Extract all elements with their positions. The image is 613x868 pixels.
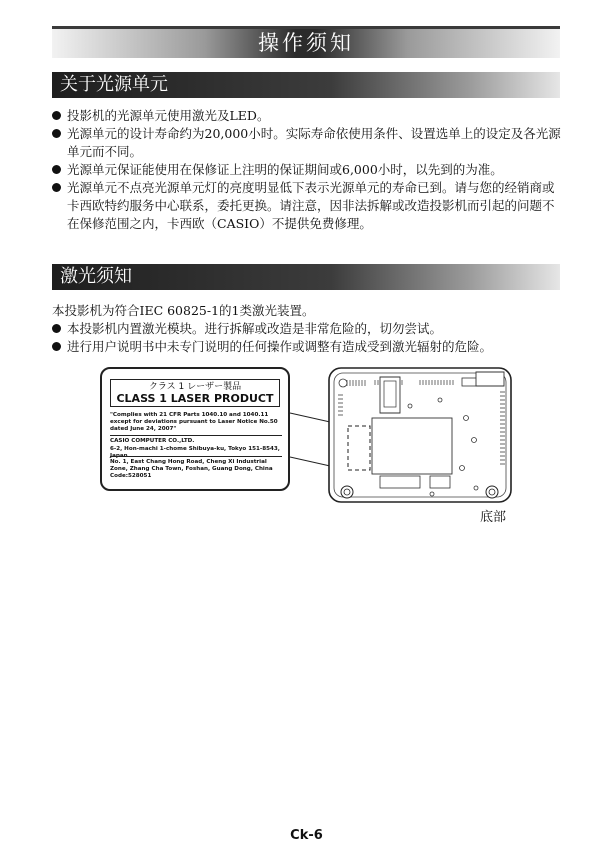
page-number: Ck-6 (290, 828, 323, 843)
illustration-caption: 底部 (480, 510, 507, 525)
label-divider (110, 435, 282, 436)
list-item (52, 125, 562, 161)
bullet-icon (52, 342, 61, 351)
list-item-text: 光源单元的设计寿命约为20,000小时。实际寿命依使用条件、设置选单上的设定及各光源单元而不同。 (67, 126, 561, 159)
label-jp-title: クラス 1 レーザー製品 (148, 382, 242, 392)
label-compliance-text: "Complies with 21 CFR Parts 1040.10 and 1040.11 except for deviations pursuant to Laser Notice No.50 dated June 24, 2007" (110, 412, 278, 432)
page-title: 操作须知 (258, 31, 354, 55)
list-item (52, 161, 562, 179)
laser-intro: 本投影机为符合IEC 60825-1的1类激光装置。 (52, 303, 315, 318)
label-factory-address: No. 1, East Chang Hong Road, Cheng Xi Industrial Zone, Zhang Cha Town, Foshan, Guang Dong, China Code:528051 (110, 459, 273, 479)
label-divider (110, 456, 282, 457)
section-heading-text: 激光须知 (60, 266, 132, 287)
list-item (52, 320, 562, 338)
label-maker-address: 6-2, Hon-machi 1-chome Shibuya-ku, Tokyo 151-8543, (110, 446, 280, 452)
bullet-icon (52, 129, 61, 138)
list-item-text: 光源单元不点亮光源单元灯的亮度明显低下表示光源单元的寿命已到。请与您的经销商或卡西欧特约服务中心联系，委托更换。请注意，因非法拆解或改造投影机而引起的问题不在保修范围之内，卡西欧（CASIO）不提供免费修理。 (67, 180, 555, 231)
list-item-text: 投影机的光源单元使用激光及LED。 (67, 108, 270, 123)
label-en-title: CLASS 1 LASER PRODUCT (116, 392, 274, 405)
section-heading-text: 关于光源单元 (60, 74, 168, 95)
section-heading-light-source (52, 72, 560, 98)
section-heading-laser (52, 264, 560, 290)
list-item-text: 光源单元保证能使用在保修证上注明的保证期间或6,000小时，以先到的为准。 (67, 162, 503, 177)
bullet-icon (52, 165, 61, 174)
label-maker: CASIO COMPUTER CO.,LTD. (110, 438, 195, 444)
bullet-icon (52, 324, 61, 333)
page-title-banner (52, 26, 560, 58)
list-item (52, 107, 562, 125)
list-item-text: 进行用户说明书中未专门说明的任何操作或调整有造成受到激光辐射的危险。 (67, 339, 493, 354)
bullet-icon (52, 183, 61, 192)
list-item-text: 本投影机内置激光模块。进行拆解或改造是非常危险的，切勿尝试。 (67, 321, 443, 336)
list-item (52, 179, 562, 233)
laser-product-label (100, 367, 290, 491)
laser-list (52, 320, 562, 356)
label-title-box (110, 379, 280, 407)
light-source-list (52, 107, 562, 233)
list-item (52, 338, 562, 356)
bullet-icon (52, 111, 61, 120)
